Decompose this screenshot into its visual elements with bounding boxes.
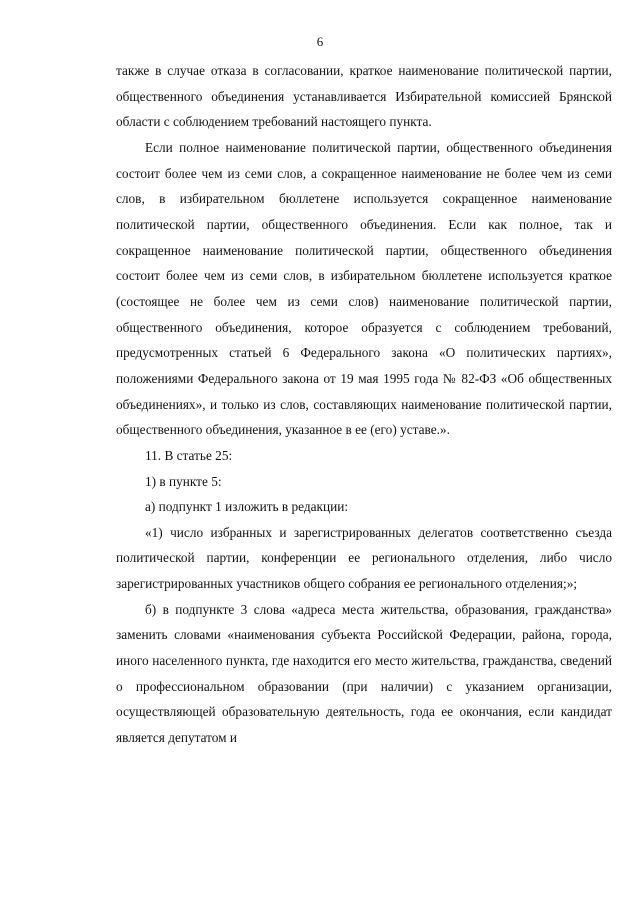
paragraph-2: Если полное наименование политической партии, общественного объединения состоит более чем из семи слов, а сокращенное наименование не более чем из семи слов, в избирательном бюллетене используется сокращенное наименование политической партии, общественного объединения. Если как полное, так и сокращенное наименование политической партии, общественного объединения состоит более чем из семи слов, в избирательном бюллетене используется краткое (состоящее не более чем из семи слов) наименование политической партии, общественного объединения, которое образуется с соблюдением требований, предусмотренных статьей 6 Федерального закона «О политических партиях», положениями Федерального закона от 19 мая 1995 года № 82-ФЗ «Об общественных объединениях», и только из слов, составляющих наименование политической партии, общественного объединения, указанное в ее (его) уставе.». — [116, 139, 612, 438]
paragraph-6: «1) число избранных и зарегистрированных делегатов соответственно съезда политической партии, конференции ее регионального отделения, либо число зарегистрированных участников общего собрания ее регионального отделения;»; — [116, 524, 612, 592]
paragraph-4: 1) в пункте 5: — [145, 473, 222, 489]
paragraph-1: также в случае отказа в согласовании, краткое наименование политической партии, общественного объединения устанавливается Избирательной комиссией Брянской области с соблюдением требований настоящего пункта. — [116, 63, 612, 130]
paragraph-7: б) в подпункте 3 слова «адреса места жительства, образования, гражданства» заменить словами «наименования субъекта Российской Федерации, района, города, иного населенного пункта, где находится его место жительства, гражданства, сведений о профессиональном образовании (при наличии) с указанием организации, осуществляющей образовательную деятельность, года ее окончания, если кандидат является депутатом и — [116, 601, 612, 746]
page-number: 6 — [316, 34, 324, 49]
paragraph-5: а) подпункт 1 изложить в редакции: — [145, 499, 349, 515]
document-body — [116, 58, 612, 751]
paragraph-3: 11. В статье 25: — [145, 447, 233, 463]
